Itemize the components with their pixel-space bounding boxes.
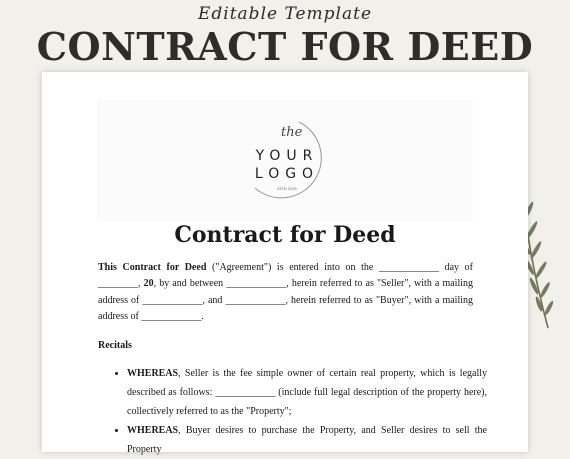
- intro-year: 20: [143, 278, 154, 290]
- intro-paragraph: [98, 260, 473, 326]
- intro-text: ("Agreement") is entered into on the ____________ day of ________,: [98, 262, 473, 290]
- recital-item: [127, 364, 487, 421]
- recital-bold: WHEREAS: [127, 368, 179, 379]
- logo-placeholder: [237, 110, 337, 210]
- logo-est: ESTD 2019: [277, 187, 297, 191]
- main-title: CONTRACT FOR DEED: [36, 24, 534, 69]
- intro-bold: This Contract for Deed: [98, 262, 207, 273]
- recital-text: , Seller is the fee simple owner of certain real property, which is legally described as follows: ____________ (include full legal description of the property here), collectively referred to as the "Property";: [127, 368, 487, 417]
- document-page: [42, 72, 528, 455]
- script-subtitle: Editable Template: [197, 4, 373, 24]
- intro-tail: , by and between ____________, herein referred to as "Seller", with a mailing address of ____________, and ____________, herein referred to as "Buyer", with a mailing address of ____________.: [98, 278, 474, 323]
- recital-bold: WHEREAS: [127, 425, 179, 436]
- logo-line1: YOUR: [255, 148, 319, 164]
- logo-line2: LOGO: [254, 166, 320, 182]
- recital-item: [127, 421, 487, 459]
- logo-area: [97, 100, 473, 222]
- document-title: Contract for Deed: [174, 222, 396, 248]
- logo-the-text: the: [281, 125, 303, 140]
- recitals-list: [112, 364, 487, 459]
- recitals-heading: Recitals: [98, 340, 132, 351]
- recital-text: , Buyer desires to purchase the Property, and Seller desires to sell the Property: [127, 425, 487, 455]
